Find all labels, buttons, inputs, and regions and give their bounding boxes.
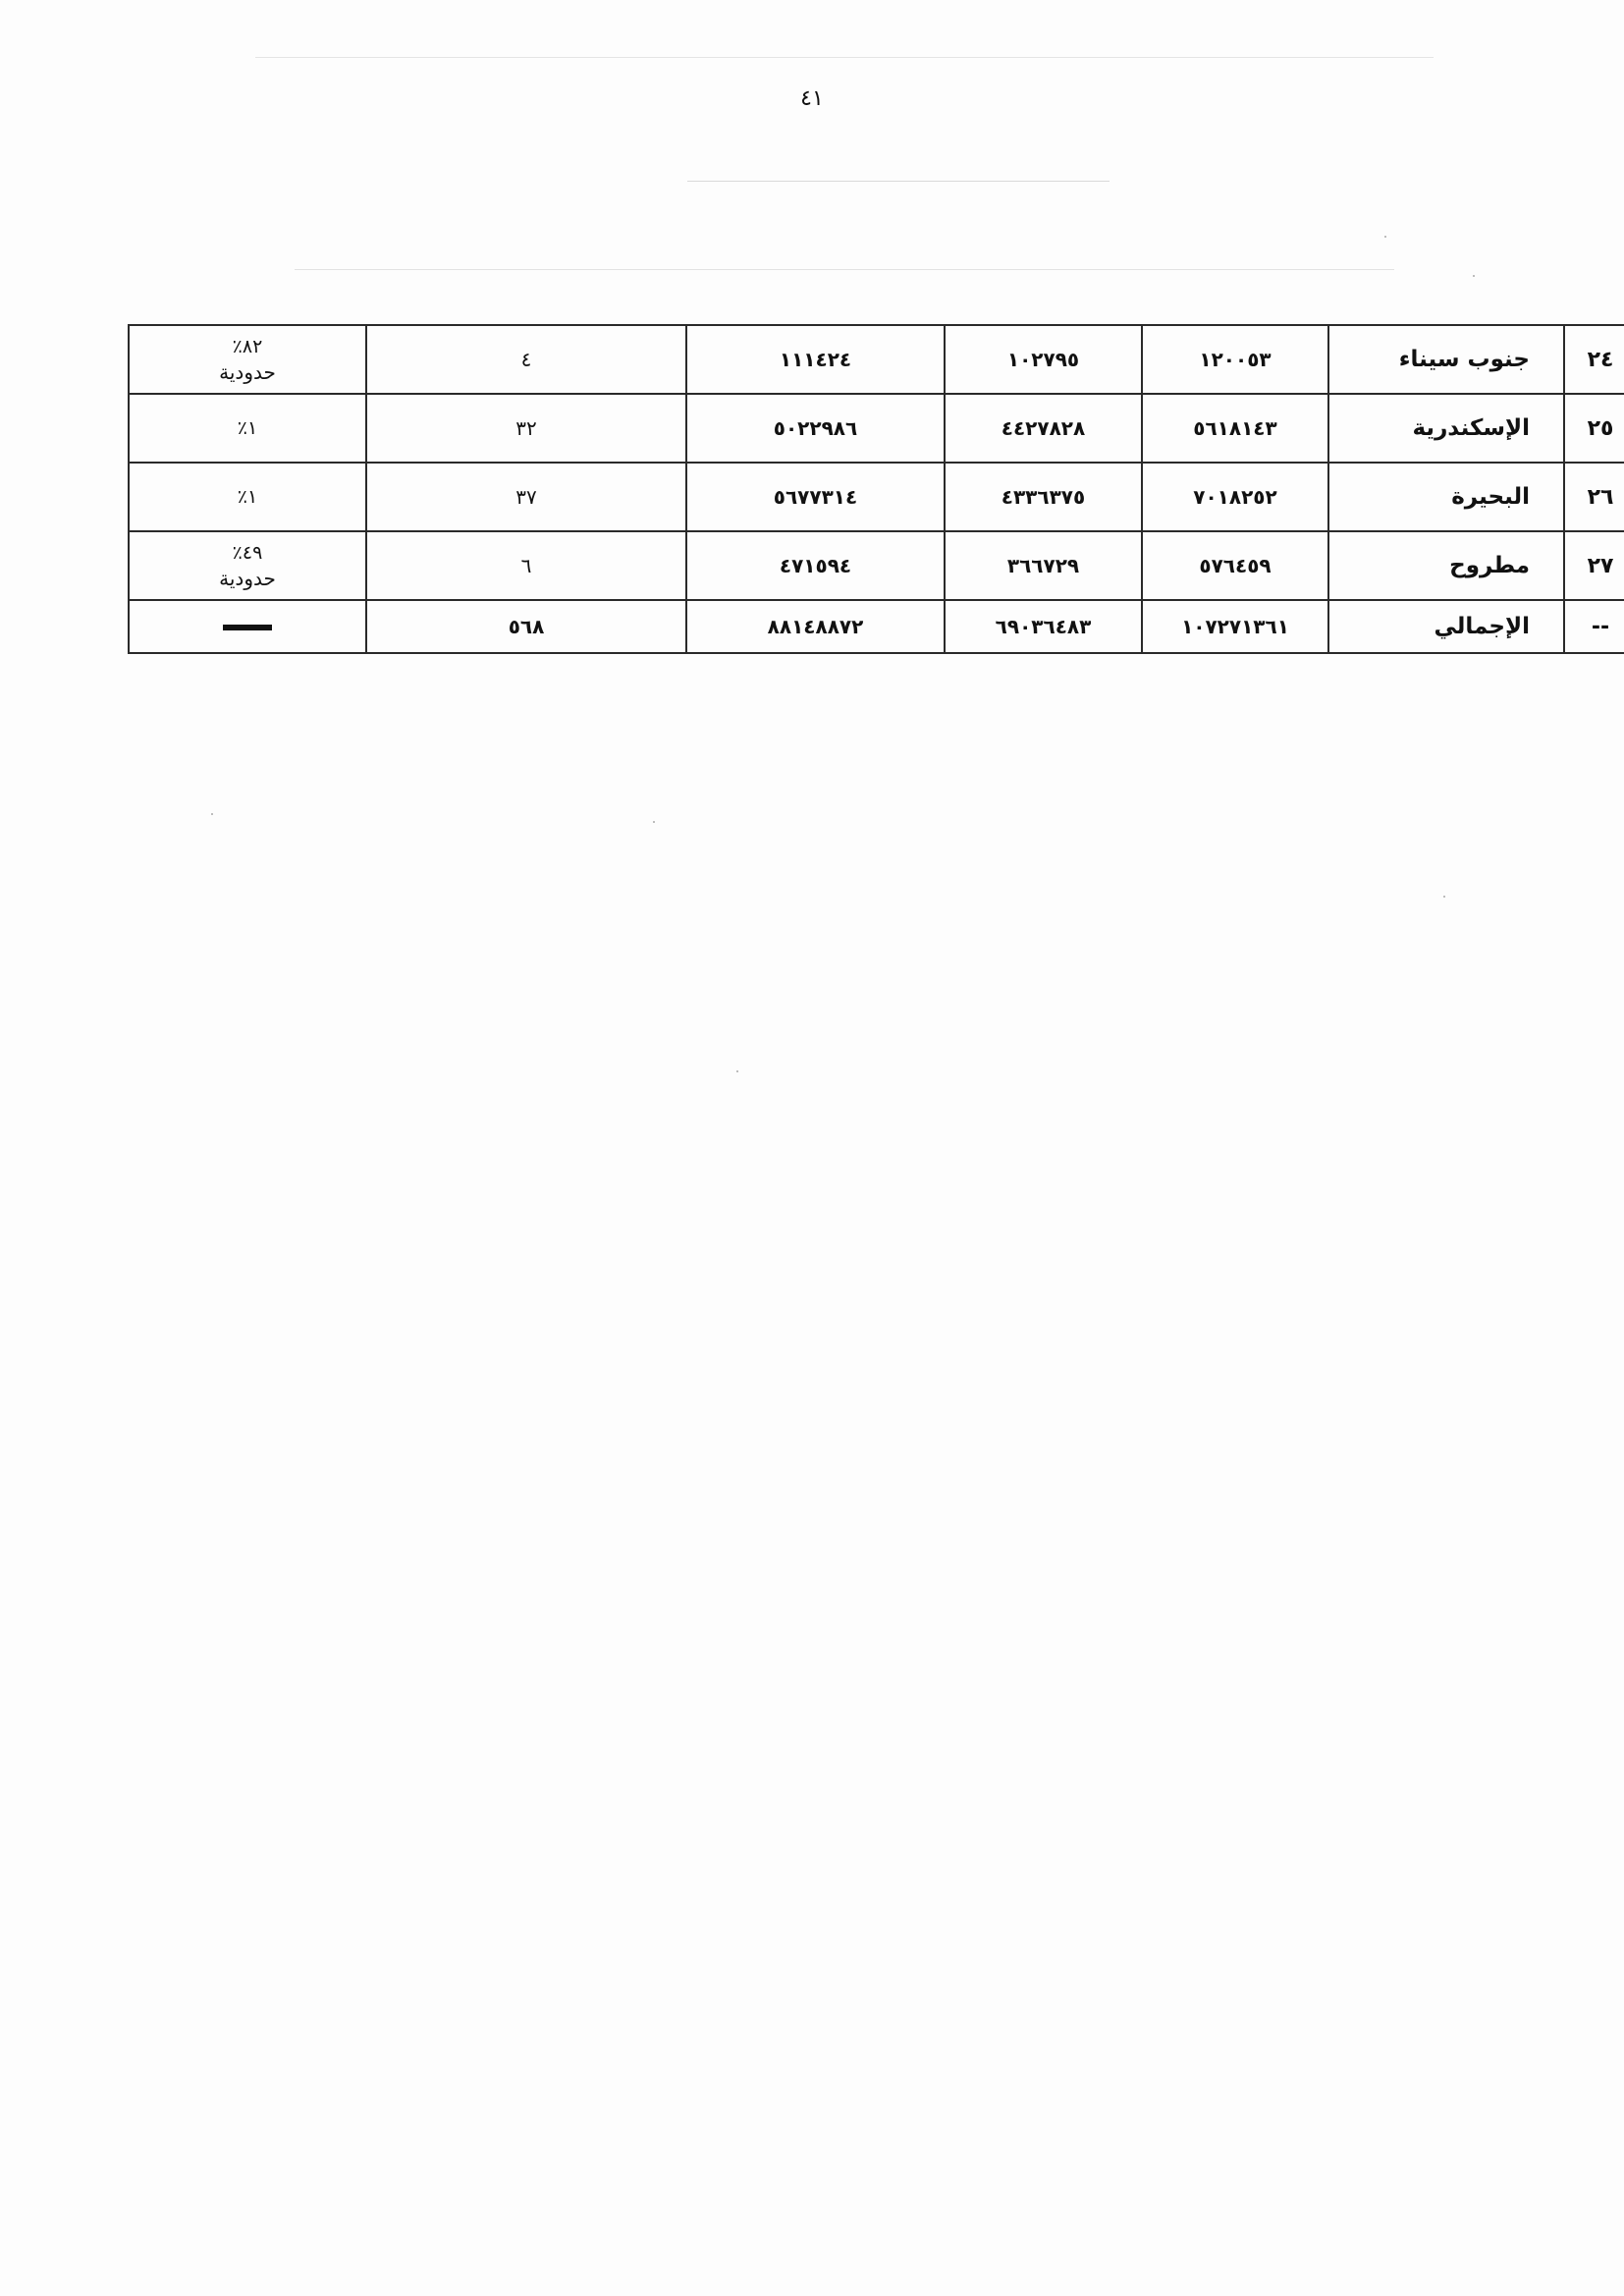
scan-artifact xyxy=(687,181,1110,182)
note-percent: ٨٢٪ xyxy=(232,336,263,357)
total-row xyxy=(129,600,1624,653)
scan-artifact xyxy=(1384,236,1386,238)
total-value-c: ٨٨١٤٨٨٧٢ xyxy=(686,600,945,653)
note-percent: ١٪ xyxy=(237,486,258,508)
total-value-d: ٥٦٨ xyxy=(366,600,686,653)
value-c-cell: ٥٠٢٢٩٨٦ xyxy=(686,394,945,463)
value-b-cell: ١٠٢٧٩٥ xyxy=(945,325,1142,394)
scan-artifact xyxy=(255,57,1434,58)
table-row xyxy=(129,463,1624,531)
dash-icon xyxy=(223,625,272,630)
value-d-cell: ٣٢ xyxy=(366,394,686,463)
total-index: -- xyxy=(1564,600,1624,653)
scan-artifact xyxy=(211,813,213,815)
table-row xyxy=(129,394,1624,463)
value-a-cell: ١٢٠٠٥٣ xyxy=(1142,325,1328,394)
scan-artifact xyxy=(295,269,1394,270)
value-b-cell: ٤٣٣٦٣٧٥ xyxy=(945,463,1142,531)
note-cell xyxy=(129,394,366,463)
value-b-cell: ٣٦٦٧٢٩ xyxy=(945,531,1142,600)
scan-artifact xyxy=(653,821,655,823)
total-value-a: ١٠٧٢٧١٣٦١ xyxy=(1142,600,1328,653)
value-b-cell: ٤٤٢٧٨٢٨ xyxy=(945,394,1142,463)
value-c-cell: ١١١٤٢٤ xyxy=(686,325,945,394)
page-number: ٤١ xyxy=(800,86,824,111)
note-cell xyxy=(129,463,366,531)
row-index: ٢٥ xyxy=(1564,394,1624,463)
total-label: الإجمالي xyxy=(1328,600,1564,653)
table-row xyxy=(129,325,1624,394)
row-index: ٢٤ xyxy=(1564,325,1624,394)
value-d-cell: ٣٧ xyxy=(366,463,686,531)
scan-artifact xyxy=(1443,896,1445,898)
row-index: ٢٦ xyxy=(1564,463,1624,531)
governorate-name: البحيرة xyxy=(1328,463,1564,531)
value-c-cell: ٥٦٧٧٣١٤ xyxy=(686,463,945,531)
note-percent: ٤٩٪ xyxy=(232,542,263,564)
value-c-cell: ٤٧١٥٩٤ xyxy=(686,531,945,600)
table-row xyxy=(129,531,1624,600)
note-cell xyxy=(129,531,366,600)
governorate-name: الإسكندرية xyxy=(1328,394,1564,463)
value-a-cell: ٥٦١٨١٤٣ xyxy=(1142,394,1328,463)
value-a-cell: ٥٧٦٤٥٩ xyxy=(1142,531,1328,600)
total-value-b: ٦٩٠٣٦٤٨٣ xyxy=(945,600,1142,653)
statistics-table xyxy=(128,324,1624,654)
scan-artifact xyxy=(1473,275,1475,277)
governorate-name: جنوب سيناء xyxy=(1328,325,1564,394)
total-note-cell xyxy=(129,600,366,653)
value-d-cell: ٤ xyxy=(366,325,686,394)
note-percent: ١٪ xyxy=(237,417,258,439)
value-a-cell: ٧٠١٨٢٥٢ xyxy=(1142,463,1328,531)
value-d-cell: ٦ xyxy=(366,531,686,600)
governorate-name: مطروح xyxy=(1328,531,1564,600)
note-tag: حدودية xyxy=(219,567,276,590)
note-tag: حدودية xyxy=(219,360,276,384)
row-index: ٢٧ xyxy=(1564,531,1624,600)
note-cell xyxy=(129,325,366,394)
scan-artifact xyxy=(736,1070,738,1072)
